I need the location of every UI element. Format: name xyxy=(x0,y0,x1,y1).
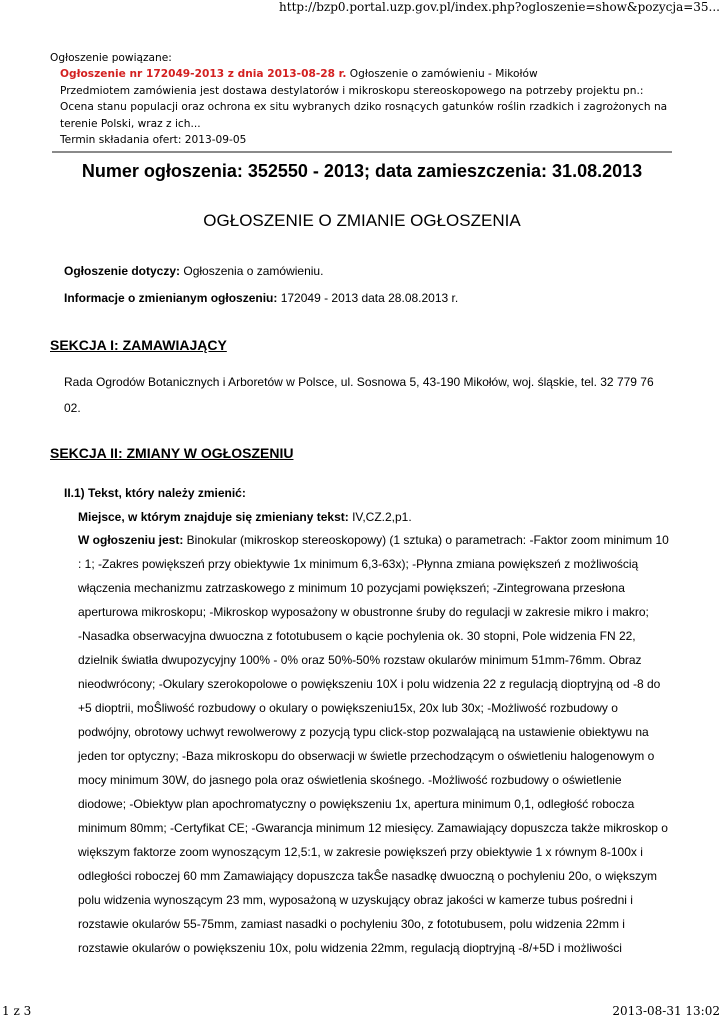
original-text-label: W ogłoszeniu jest: xyxy=(78,533,184,547)
horizontal-divider xyxy=(52,151,672,153)
related-notice-deadline: Termin składania ofert: 2013-09-05 xyxy=(60,134,247,146)
notice-concerns-row xyxy=(64,259,674,283)
related-notice-title: Ogłoszenie powiązane: xyxy=(50,52,172,64)
original-text-line: włączenia mechanizmu zatrzaskowego z minimum 10 pozycjami powiększeń; -Zintegrowana przesłona xyxy=(78,581,625,595)
original-text-line: dzielnik światła dwupozycyjny 100% - 0% oraz 50%-50% rozstaw okularów minimum 51mm-76mm. Obraz xyxy=(78,653,642,667)
original-text-line: rozstawie okularów 55-75mm, zamiast nasadki o pochyleniu 30o, z fototubusem, polu widzenia 22mm i xyxy=(78,917,625,931)
related-notice-line: Ocena stanu populacji oraz ochrona ex situ wybranych dziko rosnących gatunków roślin rzadkich i zagrożonych na xyxy=(60,101,668,113)
page-subtitle: OGŁOSZENIE O ZMIANIE OGŁOSZENIA xyxy=(203,211,521,230)
change-item-label: II.1) Tekst, który należy zmienić: xyxy=(64,486,246,500)
related-notice-line: terenie Polski, wraz z ich... xyxy=(60,117,201,130)
notice-concerns-label: Ogłoszenie dotyczy: xyxy=(64,264,181,278)
related-notice-line: Przedmiotem zamówienia jest dostawa destylatorów i mikroskopu stereoskopowego na potrzeby projektu pn.: xyxy=(60,84,644,97)
page-url-header: http://bzp0.portal.uzp.gov.pl/index.php?ogloszenie=show&pozycja=35... xyxy=(279,0,720,14)
original-text-line: nieodwrócony; -Okulary szerokopolowe o powiększeniu 10X i polu widzenia 22 z regulacją dioptryjną od -8 do xyxy=(78,677,661,691)
original-text-line: polu widzenia wynoszącym 23 mm, wyposażoną w uzyskujący obraz jakości w kamerze tubus pośredni i xyxy=(78,893,633,907)
section-1-heading: SEKCJA I: ZAMAWIAJĄCY xyxy=(50,337,227,353)
original-text-line: : 1; -Zakres powiększeń przy obiektywie 1x minimum 6,3-63x); -Płynna zmiana powiększeń z możliwością xyxy=(78,557,639,571)
original-text-line: diodowe; -Obiektyw plan apochromatyczny o powiększeniu 1x, apertura minimum 0,1, odległość robocza xyxy=(78,797,635,811)
original-text-line: minimum 80mm; -Certyfikat CE; -Gwarancja minimum 12 miesięcy. Zamawiający dopuszcza także mikroskop o xyxy=(78,821,668,835)
original-text-line: większym faktorze zoom wynoszącym 12,5:1, w zakresie powiększeń przy obiektywie 1 x równym 8-100x i xyxy=(78,845,643,859)
changed-notice-row xyxy=(64,286,674,310)
contracting-authority-line: 02. xyxy=(64,401,81,415)
page-title: Numer ogłoszenia: 352550 - 2013; data zamieszczenia: 31.08.2013 xyxy=(81,161,643,181)
original-text-line: podwójny, obrotowy uchwyt rewolwerowy z pozycją typu click-stop pozwalającą na ustawienie obiektywu na xyxy=(78,725,649,739)
original-text-line: +5 dioptrii, moŜliwość rozbudowy o okulary o powiększeniu15x, 20x lub 30x; -Możliwość rozbudowy o xyxy=(78,701,618,715)
related-notice-body xyxy=(60,66,680,149)
original-text-segment: Binokular (mikroskop stereoskopowy) (1 sztuka) o parametrach: -Faktor zoom minimum 10 xyxy=(183,533,669,547)
related-notice-link[interactable]: Ogłoszenie nr 172049-2013 z dnia 2013-08-28 r. xyxy=(60,68,347,80)
related-notice-box xyxy=(50,50,674,146)
original-text-line: mocy minimum 30W, do jasnego pola oraz oświetlenia skośnego. -Możliwość rozbudowy o oświetlenie xyxy=(78,773,622,787)
print-datetime-footer: 2013-08-31 13:02 xyxy=(612,1004,720,1018)
original-text-line: rozstawie okularów o powiększeniu 10x, polu widzenia 22mm, regulacją dioptryjną -8/+5D i możliwości xyxy=(78,941,622,955)
page-number-footer: 1 z 3 xyxy=(2,1004,32,1018)
changed-notice-label: Informacje o zmienianym ogłoszeniu: xyxy=(64,291,278,305)
original-text-line: -Nasadka obserwacyjna dwuoczna z fototubusem o kącie pochylenia ok. 30 stopni, Pole widzenia FN 22, xyxy=(78,629,636,643)
change-location-row xyxy=(78,505,674,529)
original-text-line: aperturowa mikroskopu; -Mikroskop wyposażony w obustronne śruby do regulacji w zakresie mikro i makro; xyxy=(78,605,649,619)
related-notice-link-suffix: Ogłoszenie o zamówieniu - Mikołów xyxy=(346,68,538,80)
change-location-label: Miejsce, w którym znajduje się zmieniany tekst: xyxy=(78,510,349,524)
contracting-authority-line: Rada Ogrodów Botanicznych i Arboretów w Polsce, ul. Sosnowa 5, 43-190 Mikołów, woj. śląskie, tel. 32 779 76 xyxy=(64,375,654,389)
change-location-value: IV,CZ.2,p1. xyxy=(348,510,412,524)
section-2-heading: SEKCJA II: ZMIANY W OGŁOSZENIU xyxy=(50,445,294,461)
original-text-line: odległości roboczej 60 mm Zamawiający dopuszcza takŜe nasadkę dwuoczną o pochyleniu 20o, o większym xyxy=(78,869,657,883)
change-item-heading xyxy=(64,481,674,505)
original-text-line xyxy=(78,528,674,552)
changed-notice-value: 172049 - 2013 data 28.08.2013 r. xyxy=(277,291,459,305)
original-text-line: jeden tor optyczny; -Baza mikroskopu do obserwacji w świetle przechodzącym o oświetleniu halogenowym o xyxy=(78,749,655,763)
original-text-block xyxy=(78,528,674,960)
notice-concerns-value: Ogłoszenia o zamówieniu. xyxy=(180,264,324,278)
